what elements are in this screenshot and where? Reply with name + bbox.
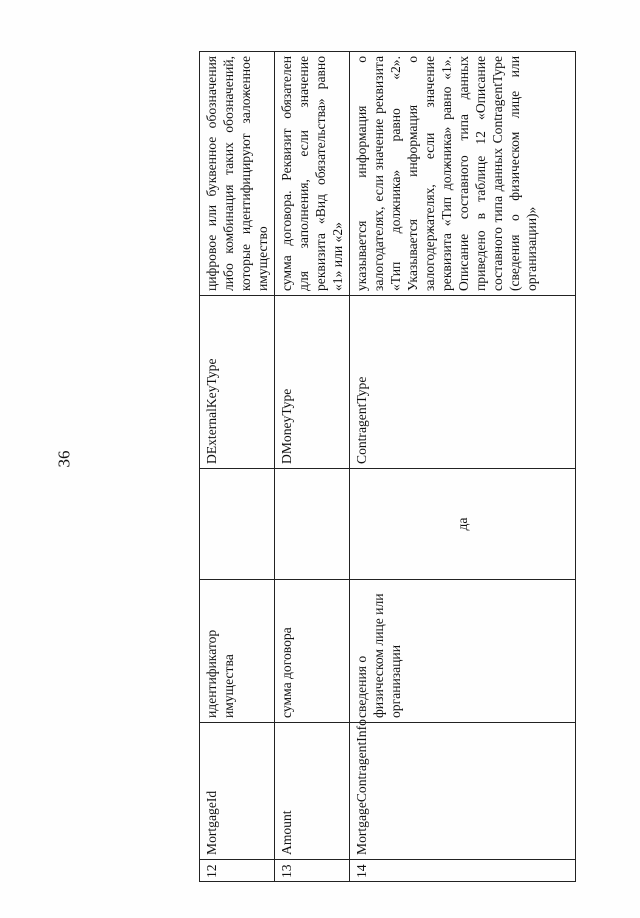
row-number: 14 [350, 860, 576, 882]
attribute-description: цифровое или буквенное обозначения либо комбинация таких обозначений, которые идентифицируют заложенное имущество [200, 52, 275, 296]
page-number: 36 [54, 450, 74, 468]
required-flag [200, 469, 275, 580]
row-number: 12 [200, 860, 275, 882]
attributes-table [199, 51, 576, 882]
document-table-rotated [199, 52, 541, 882]
attribute-name: MortgageId [200, 723, 275, 860]
attribute-description: указывается информация о залогодателях, если значение реквизита «Тип должника» равно «2». Указывается информация о залогодержателях, если значение реквизита «Тип должника» равно «1». Описание составного типа данных приведено в таблице 12 «Описание составного типа данных ContragentType (сведения о физическом лице или организации)» [350, 52, 576, 296]
attribute-type: DMoneyType [275, 296, 350, 469]
table-row [350, 52, 576, 882]
attribute-type: DExternalKeyType [200, 296, 275, 469]
table-row [275, 52, 350, 882]
attribute-name: MortgageContragentInfo [350, 723, 576, 860]
attribute-description: сумма договора. Реквизит обязателен для заполнения, если значение реквизита «Вид обязательства» равно «1» или «2» [275, 52, 350, 296]
required-flag: да [350, 469, 576, 580]
table-row [200, 52, 275, 882]
attribute-label: сведения о физическом лице или организации [350, 580, 576, 723]
attribute-name: Amount [275, 723, 350, 860]
row-number: 13 [275, 860, 350, 882]
attribute-type: ContragentType [350, 296, 576, 469]
attribute-label: идентификатор имущества [200, 580, 275, 723]
required-flag [275, 469, 350, 580]
attribute-label: сумма договора [275, 580, 350, 723]
